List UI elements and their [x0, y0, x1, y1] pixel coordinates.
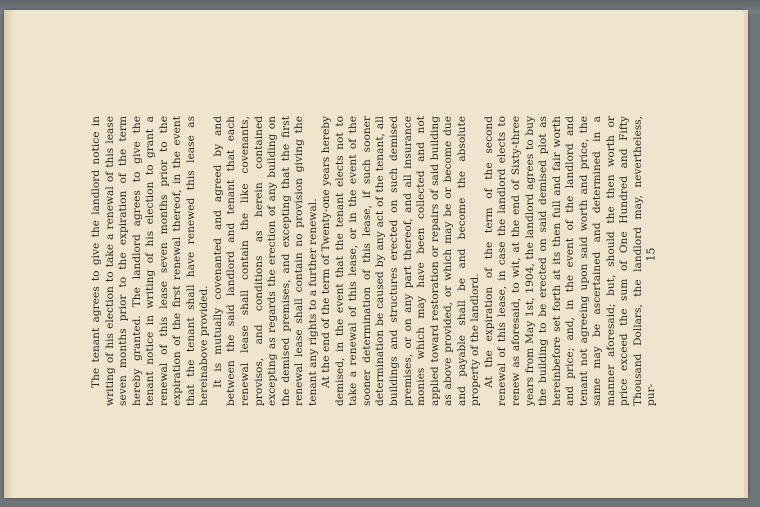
- paragraph-second-renewal: At the expiration of the term of the second renewal of this lease, in case the landlord elects to renew as aforesaid, to wit, at the end of Sixty-three years from May 1st, 1904, the landlord agrees to buy the building to be erected on said demised plot as hereinbefore set forth at its then full and fair worth and price; and, in the event of the landlord and tenant not agreeing upon said worth and price, the same may be ascertained and determined in a manner aforesaid; but, should the then worth or price exceed the sum of One Hundred and Fifty Thousand Dollars, the landlord may, nevertheless, pur-: [482, 116, 658, 406]
- body-text: [90, 116, 659, 406]
- page-edge: [744, 10, 748, 498]
- paragraph-renewal-covenants: It is mutually covenanted and agreed by and between the said landlord and tenant that each renewal lease shall contain the like covenants, provisos, and conditions as herein contained excepting as regards the erection of any building on the demised premises, and excepting that the first renewal lease shall contain no provision giving the tenant any rights to a further renewal.: [211, 116, 319, 406]
- rotated-text-container: [90, 116, 670, 406]
- paragraph-renewal-notice: The tenant agrees to give the landlord notice in writing of his election to take a renewal of this lease seven months prior to the expiration of the term hereby granted. The landlord agrees to give the tenant notice in writing of his election to grant a renewal of this lease seven months prior to the expiration of the first renewal thereof, in the event that the tenant shall have renewed this lease as hereinabove provided.: [90, 116, 211, 406]
- page-number: 15: [644, 247, 658, 262]
- page-spine-shadow: [4, 10, 14, 498]
- paragraph-end-of-term: At the end of the term of Twenty-one years hereby demised, in the event that the tenant elects not to take a renewal of this lease, or in the event of the sooner determination of this lease, if such sooner determination be caused by any act of the tenant, all buildings and structures erected on such demised premises, or on any part thereof, and all insurance monies which may have been collected and not applied toward restoration or repairs of said building as above provided, or which may be or become due and payable shall be and become the absolute property of the landlord.: [320, 116, 482, 406]
- document-page: [4, 10, 748, 498]
